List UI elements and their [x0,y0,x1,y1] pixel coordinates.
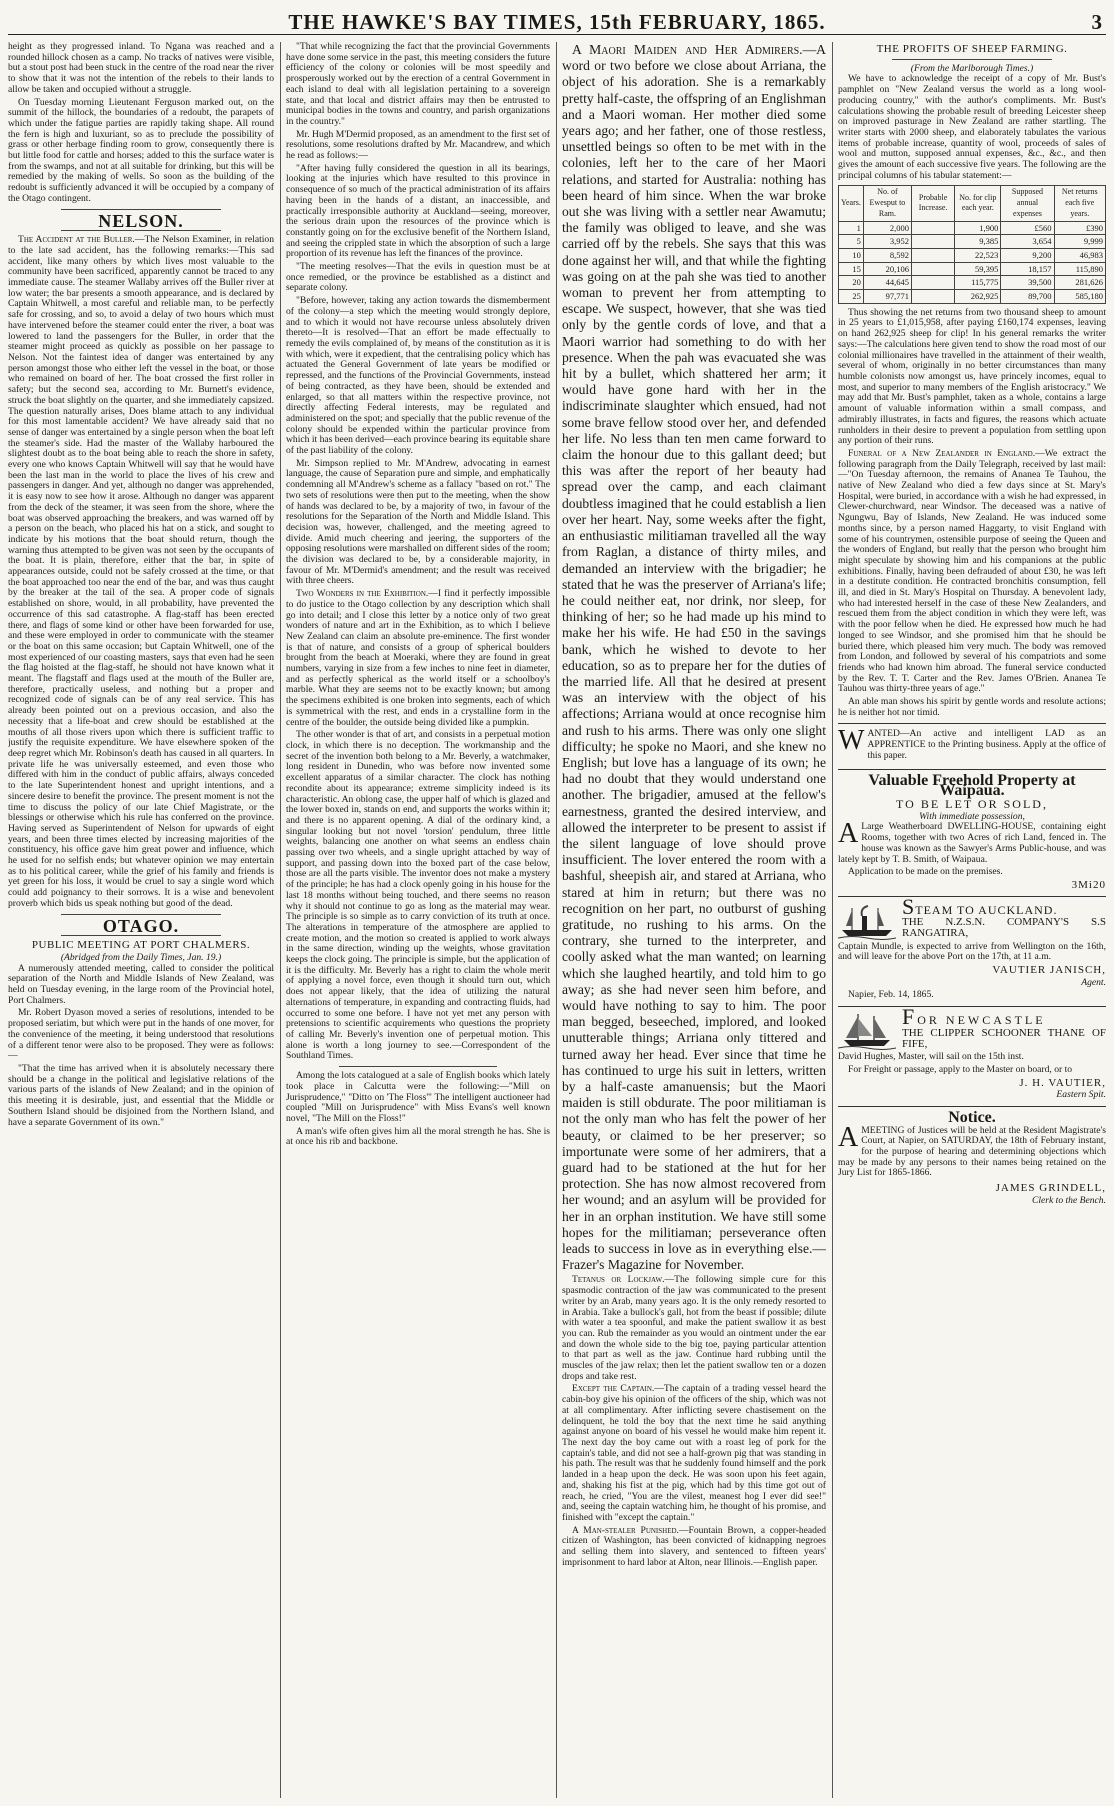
divider [892,59,1053,60]
paragraph: Among the lots catalogued at a sale of English books which lately took place in Calcutta were the following:—"Mill on Jurisprudence," "Ditto on 'The Floss'" The intelligent auctioneer had coupled "Mill on Jurisprudence" with Miss Evans's well known novel, "The Mill on the Floss!" [286,1070,550,1124]
column-1 [8,42,274,1798]
table-header: No. of Ewesput to Ram. [863,186,911,221]
column-rule [280,42,281,1798]
divider [838,769,1106,770]
page-number: 3 [1091,10,1102,34]
ad-title: Valuable Freehold Property at Waipaua. [868,771,1076,800]
ad-body: ANTED—An active and intelligent LAD as an APPRENTICE to the Printing business. Apply at the office of this paper. [867,728,1106,761]
article-body: —The Nelson Examiner, in relation to the late sad accident, has the following remarks:—This sad accident, like many others by which lives most valuable to the community have been sacrificed, apparently cannot be traced to any immediate cause. The steamer Wallaby arrives off the Buller river at low water; the bar presents a smooth appearance, and is declared by Captain Whitwell, a most careful and reliable man, to be perfectly safe for crossing, and so, to avoid a delay of two hours which must have intervened before the steamer could enter the river, a boat was lowered to land the passengers for the Buller, in order that the steamer might proceed as quickly as possible on her passage to Nelson. Not the faintest idea of danger was entertained by any person amongst those who either left the vessel in the boat, or those who remained on board of her. The boat crossed the first roller in safety; but the second sea, according to Mr. Burnett's evidence, struck the boat slightly on the quarter, and she immediately capsized. The question naturally arises, Does blame attach to any individual for this most lamentable accident? We have already said that no sense of danger was entertained by a single person when the boat left the steamer's side. Had the master of the Wallaby harboured the slightest doubt as to the boat being able to reach the shore in safety, every one who knows Captain Whitwell will say that he would have been the last man in the world to place the lives of his crew and passengers in danger. And yet, although no danger was apprehended, it is easy now to see how it arose. Although no danger was apparent from the deck of the steamer, it was seen from the shore, where the boat was observed approaching the breakers, and was warned off by a person on the beach, who placed his hat on a stick, and sought to indicate by his motions that the boat should return, though the warning thus attempted to be given was not seen by the occupants of the boat. It is plain, therefore, either that the bar, in spite of appearances outside, could not be safely crossed at the time, or that the boat approached too near the end of the bar, and was thus caught by the breaker at the tail of the sea. A proper code of signals established on shore, would, in all probability, have prevented the occurrence of this sad catastrophe. A flag-staff has been erected there, and flags of some kind or other have been forwarded for use, and these were employed in order to communicate with the steamer or the boat on this same occasion; but Captain Whitwell, one of the most experienced of our coasting masters, says that even had he seen the flag hoisted at the flag-staff, he should not have known what it meant. The flagstaff and flags used at the mouth of the Buller are, therefore, practically useless, and nothing but a proper and recognized code of signals can be of any real service. This has already been pointed out on a previous occasion, and also the necessity that a life-boat and crew should be established at the mouths of all those rivers upon which there is sufficient traffic to justify the requisite expenditure. We have elsewhere spoken of the deep regret which Mr. Robinson's death has caused in all quarters. In private life he was universally esteemed, and even those who differed with him in the conduct of public affairs, always conceded to the late Superintendent honest and upright intentions, and a sincere desire to benefit the province. The present moment is not the time to discuss the policy of our late Chief Magistrate, or the blessings or otherwise which his rule has conferred on the province. Having served as Superintendent of Nelson for upwards of eight years, and been three times elected by increasing majorities of the constituency, his office gave him great power and influence, which he used for no selfish ends; but whatever opinion we may entertain as to his political career, while the grief of his family and friends is yet green for his loss, it would be cruel to say a single word which could add poignancy to their sorrows. It is a wise and benevolent proverb which bids us speak nothing but good of the dead. [8,234,274,909]
paragraph: The other wonder is that of art, and consists in a perpetual motion clock, in which there is no deception. The workmanship and the secret of the invention both belong to a Mr. Beverly, a watchmaker, long resident in Dunedin, who was before now invented some excellent apparatus of a similar character. The clock has nothing recondite about its appearance; extreme simplicity indeed is its characteristic. An oblong case, the upper half of which is glazed and the lower boxed in, stands on end, and supports the works within it; and there is no apparent opening. A dial of the ordinary kind, a singular looking but not novel 'torsion' pendulum, three little weights, balancing one another on what seems an endless chain passing over two wheels, and a single upright attached by way of support, and passing down into the boxed part of the case below, those are all the parts visible. The inventor does not make a mystery of the principle; he has had a clock openly going in his house for the last 18 months without being touched, and there seems no reason why it should not continue to go as long as the material may wear. The principle is so simple as to carry conviction of its truth at once. The alterations in temperature of the atmosphere are applied to create motion, and the motion so created is applied to work always in the same direction, winding up the weights, whose gravitation keeps the clock going. The principle is simple, but the application of it is the difficulty. Mr. Beverly has a right to claim the whole merit of applying a novel force, even though it should turn out, which does not appear likely, that the idea of utilizing the natural alternations of temperature, in expanding and contracting fluids, had occurred to some one before. I have not yet met any person with pretensions to scientific acquirements who questions the propriety of calling Mr. Beverly's invention one of perpetual motion. This alone is worth a long journey to see.—Correspondent of the Southland Times. [286,729,550,1062]
table-cell: 9,385 [955,235,1001,249]
article-body: —A word or two before we close about Arriana, the object of his adoration. She is a remarkably pretty half-caste, the offspring of an Englishman and a Maori woman. Her mother died some years ago; and her father, one of those restless, unsettled beings so often to be met with in the colonies, left her to the care of her Maori relations, and started for Australia: nothing has been heard of him since. When the war broke out she was living with a settler near Awamutu; the family was obliged to leave, and she was carried off by the rebels. She says that this was done against her will, and that while the fighting was going on at the pah she was tied to another woman to prevent her from attempting to escape. We suspect, however, that she was tied only by the gentle cords of love, and that a Maori warrior had something to do with her presence. When the pah was evacuated she was hit by a bullet, which shattered her arm; it would have gone hard with her in the indiscriminate slaughter which ensued, had not some brave fellow stood over her, and defended her life. No less than ten men came forward to claim the honour due to this gallant deed; but this was after the report of her beauty had spread over the camp, and each claimant doubtless imagined that he could establish a lien over her heart. Nay, some weeks after the fight, an enthusiastic militiaman travelled all the way from Raglan, a distance of thirty miles, and demanded an interview with the brigadier; he stated that he was the preserver of Arriana's life; he could neither eat, nor drink, nor sleep, for thinking of her; so he had made up his mind to make her his wife. He had £50 in the savings bank, which he wished to devote to her education, so as to prepare her for the duties of the married life. All that he desired at present was an interview with the object of his affections; Arriana would at once recognise him and rush to his arms. There was only one slight difficulty; he spoke no Maori, and she knew no English; but love has a language of its own; he had no doubt that they would understand one another. The brigadier, amused at the fellow's earnestness, granted the desired interview, and allowed the interpreter to be present to assist if the silent language of love should prove insufficient. The lover entered the room with a bashful, sheepish air, and stared at Arriana, who stared at him in return; but there was no recognition on her part, no outburst of gushing gratitude, no rushing to his arms. On the contrary, she turned to the interpreter, and coolly asked what the man wanted; on learning which she laughed heartily, and told him to go away; as she had never seen him before, and would have nothing to say to him. The poor man begged, beseeched, implored, and looked unutterable things; Arriana only tittered and turned away her head. Ever since that time he has continued to urge his suit in letters, written by a half-caste amanuensis; but the Maori maiden is still obdurate. The poor militiaman is not the only man who has felt the power of her beauty, or claimed to be her preserver; so importunate were some of her admirers, that a guard had to be stationed at the hut for her protection. She has now almost recovered from her wound; and an asylum will be provided for her in an orphan institution. We have still some hopes for the militiaman; perseverance often leads to success in love as in everything else.—Frazer's Magazine for November. [562,42,826,1273]
paragraph: height as they progressed inland. To Ngana was reached and a rounded hillock chosen as a camp. No tracks of natives were visible, but a stout post had been stuck in the centre of the road near the river to show that it was not the intention of the rebels to their lands to allow be taken and occupied without a struggle. [8,42,274,95]
table-cell: 89,700 [1001,290,1054,304]
paragraph: A man's wife often gives him all the moral strength he has. She is at once his rib and backbone. [286,1125,550,1148]
table-header-row [839,186,1106,221]
ad-subtitle: With immediate possession, [919,810,1025,822]
ad-subtitle: TO BE LET OR SOLD, [896,797,1048,811]
notice-title: Notice. [948,1108,996,1126]
paragraph: "The meeting resolves—That the evils in question must be at once remedied, or the province be established as a distinct and separate colony. [286,261,550,294]
section-heading-nelson: NELSON. [98,210,184,231]
table-cell: 1,900 [955,221,1001,235]
ad-steam [838,893,1106,1002]
paragraph: An able man shows his spirit by gentle words and resolute actions; he is neither hot nor timid. [838,696,1106,718]
table-cell: 8,592 [863,248,911,262]
article-maori-maiden [562,42,826,1273]
table-row [839,235,1106,249]
table-cell: 39,500 [1001,276,1054,290]
ad-newcastle [838,1004,1106,1101]
ad-signature-role: Eastern Spit. [1056,1089,1106,1101]
article-lead: Funeral of a New Zealander in England. [848,447,1036,459]
table-cell [912,248,955,262]
table-cell: 9,200 [1001,248,1054,262]
table-cell: 262,925 [955,290,1001,304]
table-cell: 25 [839,290,864,304]
ad-title: TEAM TO AUCKLAND. [915,902,1058,917]
drop-cap: F [902,1004,918,1030]
ad-line: Application to be made on the premises. [848,866,1003,878]
table-cell: 585,180 [1054,290,1105,304]
table-cell: 10 [839,248,864,262]
table-header: Probable Increase. [912,186,955,221]
table-cell [912,290,955,304]
table-cell: 3,654 [1001,235,1054,249]
divider [339,1066,497,1067]
paragraph: Mr. Robert Dyason moved a series of resolutions, intended to be proposed seriatim, but which were put in the hands of one mover, for the convenience of the meeting, it being understood that resolutions of a different tenor were also to be proposed. They were as follows:— [8,1007,274,1062]
table-row [839,276,1106,290]
table-cell [912,221,955,235]
table-cell: 115,890 [1054,262,1105,276]
table-cell: 5 [839,235,864,249]
notice-signature-role: Clerk to the Bench. [1031,1194,1106,1206]
masthead [8,4,1106,35]
paragraph: "That while recognizing the fact that the provincial Governments have done some service in the past, this meeting considers the future efficiency of the colony or colonies will be most speedily and prosperously worked out by the erection of a central Government in each island to deal with all legislation pertaining to a sovereign state, and that local and district affairs may then be entrusted to municipal bodies in the towns and country, and parish organizations in the country." [286,42,550,127]
schooner-icon [838,1012,896,1050]
table-cell: 18,157 [1001,262,1054,276]
article-lead: A Man-stealer Punished. [572,1524,679,1536]
ad-ship-name: THE CLIPPER SCHOONER THANE OF FIFE, [902,1026,1106,1050]
table-cell: 2,000 [863,221,911,235]
paragraph: On Tuesday morning Lieutenant Ferguson marked out, on the summit of the hillock, the boundaries of a redoubt, the parapets of which under the fatigue parties are rapidly taking shape. All round the fern is high and luxuriant, so as to preclude the possibility of grass or other herbage finding room to grow, consequently there is but little food for cattle and horses; added to this the surface water is from the swamps, and not at all suitable for drinking, but this will be remedied by the making of wells. So soon as the building of the redoubt is sufficiently advanced it will be occupied by a company of the Otago contingent. [8,96,274,204]
divider [61,209,221,210]
article-lead: A Maori Maiden and Her Admirers. [572,42,803,57]
divider [838,1106,1106,1107]
article-body: —The following simple cure for this spasmodic contraction of the jaw was communicated to the present writer by an Arab, many years ago. It is the only remedy resorted to in Arabia. Take a bullock's gall, hot from the beast if possible; dilute with water a tea spoonful, and make the patient swallow it as best you can. Rub the remainder as you would an ointment under the ear and down the whole side to the big toe, paying particular attention to that part as well as the jaw. Continue hard rubbing until the muscles of the jaw relax; then let the patient swallow ten or a dozen drops and take rest. [562,1274,826,1382]
ad-reference: 3Mi20 [1071,878,1106,891]
article-body: —We extract the following paragraph from the Daily Telegraph, received by last mail:—"On Tuesday afternoon, the remains of Ananea Te Tauhou, the native of New Zealand who died a few days since at St. Mary's Hospital, were buried, in accordance with a wish he had expressed, in Clewer-churchward, near Windsor. The deceased was a native of Ngungwu, Bay of Islands, New Zealand. He was induced some months since, by a person named Haggarty, to visit England with some of his countrymen, ostensible purpose of seeing the Queen and the wonders of England, but really that the person who brought him might speculate by showing him and his companions at the public exhibitions. Finally, having been defrauded of about £30, he was left in a destitute condition. He contracted bronchitis consumption, fell ill, and died in St. Mary's Hospital on Thursday. A benevolent lady, who had interested herself in the case of these New Zealanders, and rescued them from the abject condition in which they were left, was with the poor fellow when he died. He expressed how much he had longed to see Windsor, and she promised him that he should be buried there, which pleased him very much. The body was removed from London, and followed by several of his compatriots and some friends who had known him abroad. The funeral service conducted by the Rev. T. T. Carter and the Rev. James O'Brien. Ananea Te Tauhou was thirty-three years of age." [838,447,1106,695]
table-cell [912,235,955,249]
table-header: Supposed annual expenses [1001,186,1054,221]
article-body: —Fountain Brown, a copper-headed citizen of Washington, has been convicted of kidnapping negroes and selling them into slavery, and sentenced to fifteen years' imprisonment to hard labor at Alton, near Illinois.—English paper. [562,1524,826,1568]
article-lead: Tetanus or Lockjaw. [572,1274,665,1286]
table-cell [912,276,955,290]
table-cell: 20 [839,276,864,290]
paragraph: Mr. Simpson replied to Mr. M'Andrew, advocating in earnest language, the cause of Separation pure and simple, and emphatically condemning all M'Andrew's scheme as a fallacy "based on rot." The two sets of resolutions were then put to the meeting, when the show of hands was declared to be, by a majority of two, in favour of the resolutions for the Separation of the North and Middle Island. This decision was, however, challenged, and the meeting agreed to divide. Amid much cheering and jeering, the supporters of the opposing resolutions were marshalled on different sides of the room; the division was declared to be, by a considerable majority, in favour of Mr. M'Dermid's amendment; and the result was received with three cheers. [286,457,550,587]
notice-signature: JAMES GRINDELL, [995,1182,1106,1195]
drop-cap: S [902,893,916,919]
table-cell: 1 [839,221,864,235]
ad-signature: VAUTIER JANISCH, [992,964,1106,977]
table-header: Years. [839,186,864,221]
article-man-stealer [562,1526,826,1569]
ad-signature: J. H. VAUTIER, [1019,1076,1106,1089]
drop-cap: A [838,1121,859,1153]
table-cell: 3,952 [863,235,911,249]
table-cell: £390 [1054,221,1105,235]
table-cell: 44,645 [863,276,911,290]
column-2 [286,42,550,1798]
divider [838,723,1106,724]
article-funeral [838,449,1106,695]
ad-body: Large Weatherboard DWELLING-HOUSE, containing eight Rooms, together with two Acres of rich Land, fenced in. The house was known as the Sawyer's Arms Public-house, and was lately kept by T. B. Smith, of Waipaua. [838,821,1106,865]
table-header: No. for clip each year. [955,186,1001,221]
article-body: —I find it perfectly impossible to do justice to the Otago collection by any description which shall go into detail; and I close this letter by a notice only of two great wonders of nature and art in the Exhibition, as to which I believe New Zealand can claim an absolute pre-eminence. The first wonder is that of nature, and consists of a group of spherical boulders brought from the beach at Moeraki, where they are found in great numbers, varying in size from a few inches to nine feet in diameter, and as perfectly spherical as the world itself or a schoolboy's marble. What they are seems not to be exactly known; but among the specimens exhibited is one broken into segments, each of which is symmetrical with the rest, and ends in a crystalline form in the centre of the boulder, the outside being divided like a pumpkin. [286,588,550,728]
article-tetanus [562,1275,826,1382]
paragraph: We have to acknowledge the receipt of a copy of Mr. Bust's pamphlet on "New Zealand versus the world as a long wool-producing country," with the author's compliments. Mr. Bust's calculations showing the probable result of breeding Leicester sheep on improved pasturage in New Zealand are rather startling. The writer starts with 2000 sheep, and elaborately tabulates the various items of probable increase, quantity of wool, proceeds of sales of wool and mutton, supposed annual expenses, &c., &c., and then gives the amount of each successive five years. The following are the principal columns of his tabular statement:— [838,73,1106,181]
ad-title: OR NEWCASTLE [917,1013,1046,1028]
paragraph: Thus showing the net returns from two thousand sheep to amount in 25 years to £1,015,958, after paying £160,174 expenses, leaving on hand 262,925 sheep for clip! In his general remarks the writer says:—The calculations here given tend to show the road most of our colonial millionaires have travelled in the attainment of their wealth, several of whom, originally in no better circumstances than many humble colonists now amongst us, have princely incomes, equal to most, and superior to many members of the English aristocracy." We may add that Mr. Bust's pamphlet, taken as a whole, contains a large amount of valuable information within a small compass, and admirably illustrates, in facts and figures, the reasons which actuate runholders in their desire to prevent a population from settling upon any portion of their runs. [838,306,1106,447]
table-cell: 15 [839,262,864,276]
drop-cap: A [838,818,859,850]
article-lead: Two Wonders in the Exhibition. [296,588,429,600]
paragraph: "That the time has arrived when it is absolutely necessary there should be a change in the political and legislative relations of the various parts of the islands of New Zealand; and in the opinion of this meeting it is desirable, just, and essential that the Middle or Southern Island should be disjoined from the Northern Island, and have a separate Government of its own." [8,1062,274,1128]
steamship-icon [838,902,896,940]
table-row [839,248,1106,262]
section-heading-otago: OTAGO. [102,915,180,936]
divider [61,914,221,915]
ad-body: David Hughes, Master, will sail on the 15th inst. [838,1051,1024,1063]
table-row [839,290,1106,304]
masthead-title: THE HAWKE'S BAY TIMES, 15th FEBRUARY, 1865. [288,10,826,34]
table-row [839,221,1106,235]
column-4 [838,42,1106,1798]
ad-body: Captain Mundle, is expected to arrive from Wellington on the 16th, and will leave for the above Port on the 17th, at 11 a.m. [838,940,1106,963]
ad-property [838,818,1106,865]
divider [838,896,1106,897]
table-header: Net returns each five years. [1054,186,1105,221]
paragraph: Mr. Hugh M'Dermid proposed, as an amendment to the first set of resolutions, some resolutions drafted by Mr. Macandrew, and which he read as follows:— [286,128,550,162]
divider [838,1006,1106,1007]
paragraph: "After having fully considered the question in all its bearings, looking at the injuries which have resulted to this province in consequence of so much of the practical administration of its affairs having been in the hands of a distant, an inaccessible, and practically irresponsible authority at Auckland—seeing, moreover, the serious drain upon the resources of the province which is constantly going on for the exclusive benefit of the Northern Island, and seeing the crippled state in which the absorption of such a large proportion of its revenue has left the finances of the province. [286,162,550,260]
sheep-table [838,185,1106,303]
table-cell: 97,771 [863,290,911,304]
table-cell: 20,106 [863,262,911,276]
ad-body: For Freight or passage, apply to the Master on board, or to [848,1063,1073,1075]
table-cell: 9,999 [1054,235,1105,249]
article-source: (From the Marlborough Times.) [910,62,1034,74]
article-lead: Except the Captain. [572,1383,655,1395]
ad-wanted [838,725,1106,761]
article-wonders [286,589,550,728]
ad-date: Napier, Feb. 14, 1865. [848,989,934,1001]
table-cell [912,262,955,276]
table-cell: £560 [1001,221,1054,235]
column-rule [556,42,557,1798]
article-body: —The captain of a trading vessel heard the cabin-boy give his opinion of the officers of the ship, which was not at all complimentary. After inflicting severe chastisement on the delinquent, he told the boy that the next time he said anything against anyone on board of his vessel he would make him repent it. The next day the boy came out with a roast leg of pork for the captain's table, and did not see a half-grown pig that was standing in his path. The result was that he suddenly found himself and the pork landed in a heap upon the deck. He was soon upon his feet again, and, shaking his fist at the pig, which had by this time got out of reach, he cried, "You are the vilest, meanest hog I ever did see!" and, seeing the captain watching him, he thought of his promise, and finished with "except the captain." [562,1383,826,1523]
paragraph: "Before, however, taking any action towards the dismemberment of the colony—a step which the meeting would strongly deplore, and to which it would not have recourse unless absolutely driven thereto—It is resolved—That an effort be made effectually to remedy the evils complained of, by means of the constitution as it is with which, were it expedient, that the centralising policy which has actuated the General Government of late years be modified or repressed, and the functions of the Provincial Governments, instead of being contracted, as they have been, should be extended and enlarged, so that all matters within the respective province, not directly affecting Federal interests, may be regulated and administered on the spot; and specially that the public revenue of the colony should be expended within the particular province from which it has been derived—each province bearing its equitable share of the past liability of the colony. [286,295,550,457]
article-nelson [8,235,274,909]
table-cell: 46,983 [1054,248,1105,262]
ad-signature-role: Agent. [1081,976,1106,988]
article-heading: THE PROFITS OF SHEEP FARMING. [876,43,1068,55]
table-cell: 22,523 [955,248,1001,262]
paragraph: A numerously attended meeting, called to consider the political separation of the North and Middle Islands of New Zealand, was held on Tuesday evening, in the large room of the Provincial hotel, Port Chalmers. [8,962,274,1006]
table-cell: 281,626 [1054,276,1105,290]
ad-ship-name: THE N.Z.S.N. COMPANY'S S.S RANGATIRA, [902,916,1106,940]
article-captain [562,1384,826,1523]
article-source: (Abridged from the Daily Times, Jan. 19.) [60,951,222,963]
table-cell: 59,395 [955,262,1001,276]
notice-body: MEETING of Justices will be held at the Resident Magistrate's Court, at Napier, on SATURDAY, the 18th of February instant, for the purpose of hearing and determining objections which may be made by any persons to their names being retained on the Jury List for 1865-1866. [838,1124,1106,1179]
article-lead: The Accident at the Buller. [18,234,135,246]
column-rule [832,42,833,1798]
table-row [839,262,1106,276]
table-cell: 115,775 [955,276,1001,290]
drop-cap: W [838,725,865,757]
article-heading: PUBLIC MEETING AT PORT CHALMERS. [31,939,251,952]
column-3 [562,42,826,1798]
notice [838,1121,1106,1180]
